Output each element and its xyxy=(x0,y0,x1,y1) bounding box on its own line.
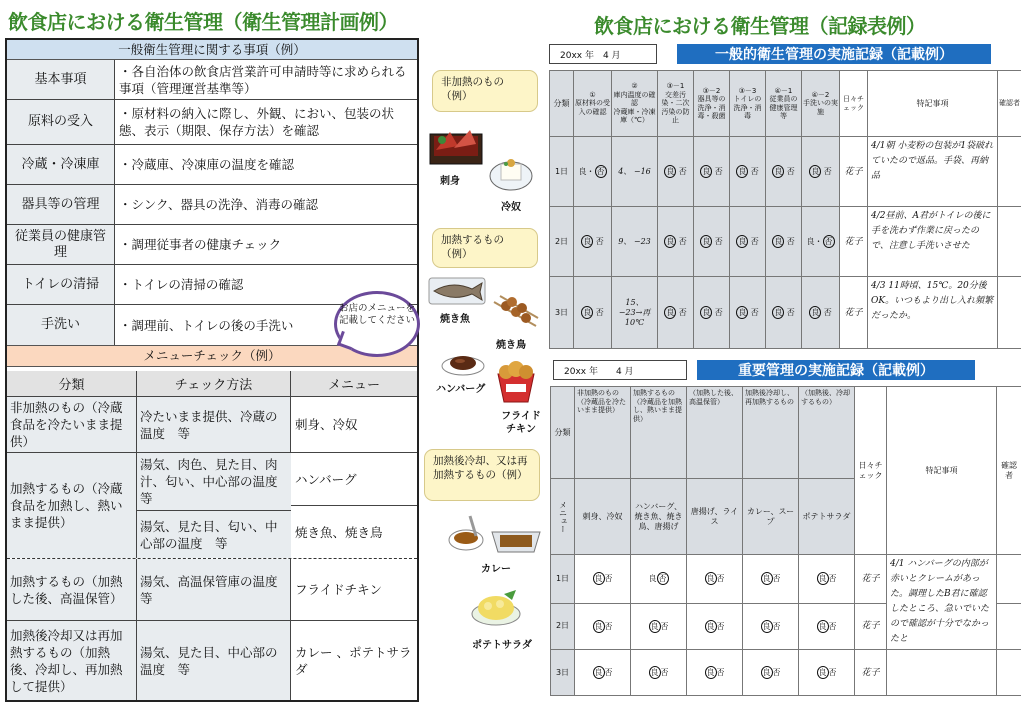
column-header: 分類 xyxy=(551,387,575,479)
check-cell: 良 否 xyxy=(574,277,612,349)
table-row xyxy=(7,397,417,453)
row-label: 従業員の健康管理 xyxy=(7,225,115,264)
confirm-cell xyxy=(997,650,1021,696)
menu-cell: ポテトサラダ xyxy=(799,479,855,555)
reheat-examples-box: 加熱後冷却、又は再加熱するもの（例） xyxy=(424,449,540,501)
date-box: 20xx 年 4 月 xyxy=(553,360,687,380)
note-cell: 4/1 ハンバーグの内部が赤いとクレームがあった。調理したB君に確認したところ、急いでいたので確認が十分でなかったと xyxy=(887,555,997,650)
column-header: 非加熱のもの（冷蔵品を冷たいまま提供） xyxy=(575,387,631,479)
menu-cell: 唐揚げ、ライス xyxy=(687,479,743,555)
record1-title: 一般的衛生管理の実施記録（記載例） xyxy=(677,44,991,64)
column-header: チェック方法 xyxy=(137,371,291,396)
method-cell: 湯気、高温保管庫の温度 等 xyxy=(137,559,291,620)
record1-header xyxy=(549,44,1021,64)
record2-title: 重要管理の実施記録（記載例） xyxy=(697,360,975,380)
column-header: ① 原材料の受入の確認 xyxy=(574,71,612,137)
table-row xyxy=(550,137,1021,207)
check-cell: 良 否 xyxy=(631,555,687,604)
method-cell: 湯気、見た目、匂い、中心部の温度 等 xyxy=(137,511,291,558)
note-cell xyxy=(887,650,997,696)
curry-tray-icon xyxy=(490,522,542,556)
day-cell: 1日 xyxy=(551,555,575,604)
row-label: トイレの清掃 xyxy=(7,265,115,304)
food-label: 焼き鳥 xyxy=(496,340,526,351)
food-label: ハンバーグ xyxy=(436,384,486,395)
row-label: 手洗い xyxy=(7,305,115,345)
check-cell: 良 否 xyxy=(766,207,802,277)
general-header: 一般衛生管理に関する事項（例） xyxy=(7,40,417,60)
check-cell: 良 否 xyxy=(730,277,766,349)
table-row xyxy=(550,207,1021,277)
day-cell: 2日 xyxy=(550,207,574,277)
check-cell: 良 否 xyxy=(694,207,730,277)
check-cell: 良 否 xyxy=(687,555,743,604)
check-cell: 良 否 xyxy=(687,603,743,650)
column-header: 日々チェック xyxy=(855,387,887,555)
confirm-cell xyxy=(998,277,1021,349)
check-cell: 良 否 xyxy=(574,207,612,277)
check-cell: 良 否 xyxy=(687,650,743,696)
column-header: ③－3 トイレの洗浄・消毒 xyxy=(730,71,766,137)
row-content: ・冷蔵庫、冷凍庫の温度を確認 xyxy=(119,157,295,172)
check-cell: 良 否 xyxy=(631,650,687,696)
column-header: 加熱するもの（冷蔵品を加熱し、熱いまま提供） xyxy=(631,387,687,479)
table-row xyxy=(7,60,417,100)
date-box: 20xx 年 4 月 xyxy=(549,44,657,64)
menu-cell: カレー、スープ xyxy=(743,479,799,555)
column-header: 特記事項 xyxy=(887,387,997,555)
check-cell: 良 否 xyxy=(743,603,799,650)
signature-cell: 花子 xyxy=(840,137,868,207)
column-header: ③－1 交差汚染・二次汚染の防止 xyxy=(658,71,694,137)
row-label: 冷蔵・冷凍庫 xyxy=(7,145,115,184)
sashimi-icon xyxy=(428,122,486,166)
hygiene-plan-table xyxy=(5,38,419,702)
category-cell: 加熱するもの（冷蔵食品を加熱し、熱いまま提供） xyxy=(7,453,137,558)
column-header: 特記事項 xyxy=(868,71,998,137)
grilled-fish-icon xyxy=(428,274,486,306)
non-heated-examples-box: 非加熱のもの（例） xyxy=(432,70,538,112)
food-label: カレー xyxy=(481,564,511,575)
table-row xyxy=(550,277,1021,349)
column-header: ③－2 器具等の洗浄・消毒・殺菌 xyxy=(694,71,730,137)
heated-examples-box: 加熱するもの（例） xyxy=(432,228,538,268)
check-cell: 良 否 xyxy=(658,137,694,207)
curry-icon xyxy=(446,512,486,554)
column-header: 分類 xyxy=(7,371,137,396)
check-cell: 良 否 xyxy=(802,277,840,349)
row-label: 原料の受入 xyxy=(7,100,115,144)
check-cell: 良 否 xyxy=(799,603,855,650)
food-label: フライドチキン xyxy=(501,411,541,435)
table-row xyxy=(7,453,417,559)
temp-cell: 9、 −23 xyxy=(612,207,658,277)
table-row xyxy=(7,559,417,621)
signature-cell: 花子 xyxy=(840,207,868,277)
column-header: ② 庫内温度の確認 冷蔵庫・冷凍庫（℃） xyxy=(612,71,658,137)
column-header: ④－1 従業員の健康管理等 xyxy=(766,71,802,137)
table-row xyxy=(551,650,1021,696)
category-cell: 非加熱のもの（冷蔵食品を冷たいまま提供） xyxy=(7,397,137,452)
check-cell: 良 否 xyxy=(575,555,631,604)
temp-cell: 15、 −23→再10℃ xyxy=(612,277,658,349)
method-cell: 冷たいまま提供、冷蔵の温度 等 xyxy=(137,397,291,452)
temp-cell: 4、 −16 xyxy=(612,137,658,207)
column-header: ④－2 手洗いの実施 xyxy=(802,71,840,137)
bubble-text: お店のメニューを記載してください xyxy=(338,303,415,326)
hamburg-icon xyxy=(440,350,486,376)
confirm-cell xyxy=(997,603,1021,650)
check-cell: 良 否 xyxy=(575,603,631,650)
check-cell: 良 否 xyxy=(730,137,766,207)
check-cell: 良 否 xyxy=(658,277,694,349)
menu-cell: 刺身、冷奴 xyxy=(575,479,631,555)
day-cell: 1日 xyxy=(550,137,574,207)
category-cell: 加熱後冷却又は再加熱するもの（加熱後、冷却し、再加熱して提供） xyxy=(7,621,137,700)
table-row xyxy=(551,555,1021,604)
row-content: ・調理前、トイレの後の手洗い xyxy=(119,317,294,333)
confirm-cell xyxy=(998,207,1021,277)
record1-table xyxy=(549,70,1021,349)
note-cell: 4/3 11時頃、15℃。20分後OK。いつもより出し入れ頻繁だったか。 xyxy=(868,277,998,349)
check-cell: 良 否 xyxy=(694,277,730,349)
menu-cell: フライドチキン xyxy=(295,582,383,597)
column-header: 加熱後冷却し、再加熱するもの xyxy=(743,387,799,479)
food-label: ポテトサラダ xyxy=(472,640,532,651)
check-cell: 良 否 xyxy=(799,555,855,604)
check-cell: 良 否 xyxy=(658,207,694,277)
yakitori-icon xyxy=(490,294,540,330)
check-cell: 良 否 xyxy=(730,207,766,277)
check-cell: 良 否 xyxy=(802,137,840,207)
row-content: ・調理従事者の健康チェック xyxy=(119,237,282,252)
table-row xyxy=(7,185,417,225)
cold-tofu-icon xyxy=(488,152,534,192)
menu-cell: ハンバーグ xyxy=(291,453,417,506)
day-cell: 2日 xyxy=(551,603,575,650)
column-header: 確認者 xyxy=(997,387,1021,555)
menu-cell: カレー 、ポテトサラダ xyxy=(295,644,412,677)
column-header: 日々チェック xyxy=(840,71,868,137)
signature-cell: 花子 xyxy=(840,277,868,349)
right-title: 飲食店における衛生管理（記録表例） xyxy=(594,14,926,38)
row-content: ・シンク、器具の洗浄、消毒の確認 xyxy=(119,197,318,212)
potato-salad-icon xyxy=(470,586,522,626)
left-title: 飲食店における衛生管理（衛生管理計画例） xyxy=(8,10,398,34)
confirm-cell xyxy=(997,555,1021,604)
signature-cell: 花子 xyxy=(855,555,887,604)
column-header: （加熱後、冷却するもの） xyxy=(799,387,855,479)
check-cell: 良 否 xyxy=(694,137,730,207)
signature-cell: 花子 xyxy=(855,650,887,696)
speech-bubble xyxy=(334,291,420,357)
category-cell: 加熱するもの（加熱した後、高温保管） xyxy=(7,559,137,620)
check-cell: 良 否 xyxy=(766,137,802,207)
food-label: 刺身 xyxy=(440,176,460,187)
check-cell: 良 否 xyxy=(743,650,799,696)
row-label: 基本事項 xyxy=(7,60,115,99)
check-cell: 良・ 否 xyxy=(802,207,840,277)
row-content: ・トイレの清掃の確認 xyxy=(119,277,244,292)
note-cell: 4/1朝 小麦粉の包装が1袋破れていたので返品。手袋、再納品 xyxy=(868,137,998,207)
food-label: 冷奴 xyxy=(501,202,521,213)
column-header: 確認者 xyxy=(998,71,1021,137)
table-row xyxy=(7,145,417,185)
fried-chicken-icon xyxy=(492,360,540,404)
menu-cell: 刺身、冷奴 xyxy=(295,417,358,432)
row-label: 器具等の管理 xyxy=(7,185,115,224)
column-header: 分類 xyxy=(550,71,574,137)
method-cell: 湯気、見た目、中心部の温度 等 xyxy=(137,621,291,700)
check-cell: 良 否 xyxy=(631,603,687,650)
signature-cell: 花子 xyxy=(855,603,887,650)
row-content: ・原材料の納入に際し、外観、におい、包装の状態、表示（期限、保存方法）を確認 xyxy=(119,106,395,138)
table-row xyxy=(7,225,417,265)
check-cell: 良 否 xyxy=(575,650,631,696)
menu-column-headers xyxy=(7,371,417,397)
check-cell: 良 否 xyxy=(799,650,855,696)
column-header: （加熱した後、高温保管） xyxy=(687,387,743,479)
menu-header: メニューチェック（例） xyxy=(7,345,417,367)
food-label: 焼き魚 xyxy=(440,314,470,325)
menu-cell: 焼き魚、焼き鳥 xyxy=(295,524,383,540)
confirm-cell xyxy=(998,137,1021,207)
day-cell: 3日 xyxy=(550,277,574,349)
note-cell: 4/2昼前、A君がトイレの後に手を洗わず作業に戻ったので、注意し手洗いさせた xyxy=(868,207,998,277)
record2-table xyxy=(550,386,1021,696)
check-cell: 良 否 xyxy=(743,555,799,604)
day-cell: 3日 xyxy=(551,650,575,696)
menu-label: メニュー xyxy=(551,479,575,555)
table-row xyxy=(7,100,417,145)
menu-cell: ハンバーグ、焼き魚、焼き鳥、唐揚げ xyxy=(631,479,687,555)
check-cell: 良・ 否 xyxy=(574,137,612,207)
check-cell: 良 否 xyxy=(766,277,802,349)
column-header: メニュー xyxy=(327,378,380,393)
row-content: ・各自治体の飲食店営業許可申請時等に求められる事項（管理運営基準等） xyxy=(119,63,407,96)
method-cell: 湯気、肉色、見た目、肉汁、匂い、中心部の温度 等 xyxy=(137,453,291,511)
record2-header xyxy=(553,360,1021,380)
table-row xyxy=(7,621,417,700)
